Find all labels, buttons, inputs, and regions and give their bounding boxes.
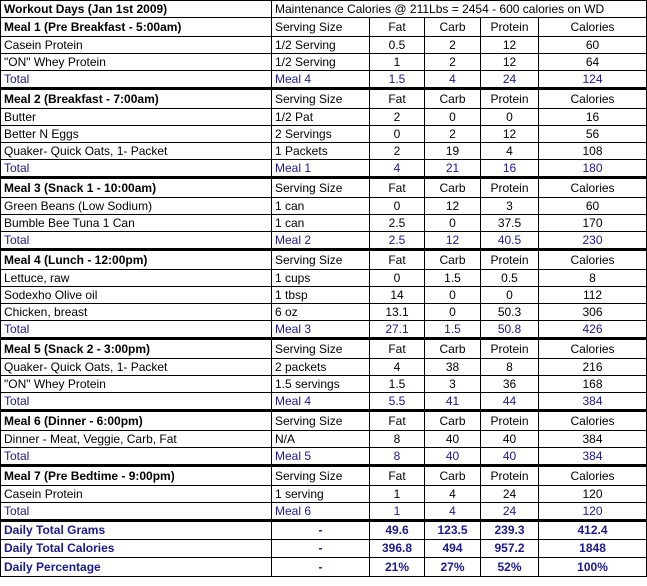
total-fat[interactable]: 4 [370, 160, 425, 178]
food-row [1, 287, 647, 304]
food-name[interactable]: Casein Protein [1, 486, 272, 503]
daily-summary-row [1, 521, 647, 540]
maintenance-note[interactable]: Maintenance Calories @ 211Lbs = 2454 - 600 calories on WD [272, 1, 647, 18]
food-calories[interactable]: 306 [539, 304, 647, 321]
food-name[interactable]: Sodexho Olive oil [1, 287, 272, 304]
meal-total-row [1, 321, 647, 339]
food-name[interactable]: "ON" Whey Protein [1, 376, 272, 393]
title-row [1, 1, 647, 18]
col-protein-header[interactable]: Protein [481, 250, 539, 270]
summary-protein[interactable]: 957.2 [481, 540, 539, 558]
col-protein-header[interactable]: Protein [481, 18, 539, 37]
food-fat[interactable]: 1 [370, 54, 425, 71]
food-calories[interactable]: 64 [539, 54, 647, 71]
food-fat[interactable]: 0 [370, 198, 425, 215]
col-calories-header[interactable]: Calories [539, 339, 647, 359]
food-carb[interactable]: 0 [425, 304, 481, 321]
total-fat[interactable]: 27.1 [370, 321, 425, 339]
col-calories-header[interactable]: Calories [539, 466, 647, 486]
total-protein[interactable]: 16 [481, 160, 539, 178]
food-row [1, 486, 647, 503]
col-fat-header[interactable]: Fat [370, 339, 425, 359]
total-label[interactable]: Total [1, 321, 272, 339]
food-name[interactable]: Quaker- Quick Oats, 1- Packet [1, 359, 272, 376]
food-serving[interactable]: 1 serving [272, 486, 370, 503]
meal-total-row [1, 393, 647, 411]
food-carb[interactable]: 0 [425, 215, 481, 232]
food-calories[interactable]: 216 [539, 359, 647, 376]
food-serving[interactable]: 1.5 servings [272, 376, 370, 393]
total-carb[interactable]: 1.5 [425, 321, 481, 339]
food-name[interactable]: Better N Eggs [1, 126, 272, 143]
total-carb[interactable]: 40 [425, 448, 481, 466]
total-calories[interactable]: 124 [539, 71, 647, 89]
food-serving[interactable]: 1 tbsp [272, 287, 370, 304]
col-fat-header[interactable]: Fat [370, 466, 425, 486]
food-serving[interactable]: 1/2 Pat [272, 109, 370, 126]
food-calories[interactable]: 56 [539, 126, 647, 143]
food-protein[interactable]: 37.5 [481, 215, 539, 232]
food-row [1, 126, 647, 143]
food-fat[interactable]: 8 [370, 431, 425, 448]
food-fat[interactable]: 13.1 [370, 304, 425, 321]
meal-header-row [1, 18, 647, 37]
summary-protein[interactable]: 239.3 [481, 521, 539, 540]
food-name[interactable]: Chicken, breast [1, 304, 272, 321]
total-label[interactable]: Total [1, 393, 272, 411]
col-serving-header[interactable]: Serving Size [272, 178, 370, 198]
total-protein[interactable]: 44 [481, 393, 539, 411]
food-protein[interactable]: 24 [481, 486, 539, 503]
total-meal-ref[interactable]: Meal 1 [272, 160, 370, 178]
food-serving[interactable]: 1/2 Serving [272, 37, 370, 54]
food-calories[interactable]: 168 [539, 376, 647, 393]
food-calories[interactable]: 60 [539, 198, 647, 215]
food-fat[interactable]: 1 [370, 486, 425, 503]
food-serving[interactable]: 6 oz [272, 304, 370, 321]
total-protein[interactable]: 40.5 [481, 232, 539, 250]
food-protein[interactable]: 12 [481, 54, 539, 71]
col-serving-header[interactable]: Serving Size [272, 89, 370, 109]
food-carb[interactable]: 38 [425, 359, 481, 376]
food-protein[interactable]: 0 [481, 109, 539, 126]
food-row [1, 359, 647, 376]
food-row [1, 215, 647, 232]
food-carb[interactable]: 2 [425, 37, 481, 54]
food-calories[interactable]: 112 [539, 287, 647, 304]
total-calories[interactable]: 230 [539, 232, 647, 250]
total-meal-ref[interactable]: Meal 2 [272, 232, 370, 250]
food-carb[interactable]: 3 [425, 376, 481, 393]
food-fat[interactable]: 2 [370, 109, 425, 126]
total-calories[interactable]: 384 [539, 448, 647, 466]
col-calories-header[interactable]: Calories [539, 89, 647, 109]
food-fat[interactable]: 14 [370, 287, 425, 304]
col-calories-header[interactable]: Calories [539, 18, 647, 37]
food-serving[interactable]: 1 can [272, 198, 370, 215]
total-fat[interactable]: 1 [370, 503, 425, 521]
total-label[interactable]: Total [1, 232, 272, 250]
food-name[interactable]: "ON" Whey Protein [1, 54, 272, 71]
col-serving-header[interactable]: Serving Size [272, 250, 370, 270]
col-carb-header[interactable]: Carb [425, 89, 481, 109]
food-protein[interactable]: 40 [481, 431, 539, 448]
col-fat-header[interactable]: Fat [370, 250, 425, 270]
total-calories[interactable]: 384 [539, 393, 647, 411]
total-fat[interactable]: 5.5 [370, 393, 425, 411]
food-calories[interactable]: 8 [539, 270, 647, 287]
food-serving[interactable]: 2 packets [272, 359, 370, 376]
summary-serving[interactable]: - [272, 558, 370, 577]
total-protein[interactable]: 50.8 [481, 321, 539, 339]
food-name[interactable]: Lettuce, raw [1, 270, 272, 287]
food-name[interactable]: Dinner - Meat, Veggie, Carb, Fat [1, 431, 272, 448]
summary-fat[interactable]: 49.6 [370, 521, 425, 540]
meal-total-row [1, 71, 647, 89]
meal-title[interactable]: Meal 5 (Snack 2 - 3:00pm) [1, 339, 272, 359]
food-protein[interactable]: 50.3 [481, 304, 539, 321]
daily-summary-row [1, 558, 647, 577]
summary-carb[interactable]: 123.5 [425, 521, 481, 540]
total-label[interactable]: Total [1, 448, 272, 466]
col-fat-header[interactable]: Fat [370, 89, 425, 109]
food-fat[interactable]: 2 [370, 143, 425, 160]
total-calories[interactable]: 426 [539, 321, 647, 339]
col-serving-header[interactable]: Serving Size [272, 18, 370, 37]
total-fat[interactable]: 1.5 [370, 71, 425, 89]
food-name[interactable]: Butter [1, 109, 272, 126]
total-label[interactable]: Total [1, 503, 272, 521]
meal-title[interactable]: Meal 7 (Pre Bedtime - 9:00pm) [1, 466, 272, 486]
summary-fat[interactable]: 396.8 [370, 540, 425, 558]
food-calories[interactable]: 108 [539, 143, 647, 160]
col-calories-header[interactable]: Calories [539, 250, 647, 270]
food-carb[interactable]: 2 [425, 54, 481, 71]
food-protein[interactable]: 0 [481, 287, 539, 304]
meal-title[interactable]: Meal 3 (Snack 1 - 10:00am) [1, 178, 272, 198]
total-meal-ref[interactable]: Meal 3 [272, 321, 370, 339]
food-carb[interactable]: 40 [425, 431, 481, 448]
meal-total-row [1, 160, 647, 178]
food-row [1, 270, 647, 287]
food-carb[interactable]: 19 [425, 143, 481, 160]
food-fat[interactable]: 1.5 [370, 376, 425, 393]
meal-header-row [1, 250, 647, 270]
food-carb[interactable]: 2 [425, 126, 481, 143]
food-name[interactable]: Green Beans (Low Sodium) [1, 198, 272, 215]
daily-summary-row [1, 540, 647, 558]
food-row [1, 198, 647, 215]
food-calories[interactable]: 16 [539, 109, 647, 126]
total-meal-ref[interactable]: Meal 5 [272, 448, 370, 466]
col-carb-header[interactable]: Carb [425, 178, 481, 198]
col-carb-header[interactable]: Carb [425, 411, 481, 431]
total-calories[interactable]: 120 [539, 503, 647, 521]
food-serving[interactable]: 1 can [272, 215, 370, 232]
food-protein[interactable]: 4 [481, 143, 539, 160]
food-carb[interactable]: 12 [425, 198, 481, 215]
total-calories[interactable]: 180 [539, 160, 647, 178]
food-row [1, 143, 647, 160]
summary-label[interactable]: Daily Percentage [1, 558, 272, 577]
food-carb[interactable]: 0 [425, 287, 481, 304]
food-fat[interactable]: 4 [370, 359, 425, 376]
total-carb[interactable]: 41 [425, 393, 481, 411]
total-meal-ref[interactable]: Meal 4 [272, 71, 370, 89]
col-calories-header[interactable]: Calories [539, 178, 647, 198]
summary-carb[interactable]: 494 [425, 540, 481, 558]
food-protein[interactable]: 36 [481, 376, 539, 393]
food-name[interactable]: Casein Protein [1, 37, 272, 54]
col-carb-header[interactable]: Carb [425, 250, 481, 270]
col-fat-header[interactable]: Fat [370, 18, 425, 37]
meal-total-row [1, 503, 647, 521]
food-fat[interactable]: 0.5 [370, 37, 425, 54]
summary-label[interactable]: Daily Total Calories [1, 540, 272, 558]
food-name[interactable]: Quaker- Quick Oats, 1- Packet [1, 143, 272, 160]
meal-total-row [1, 232, 647, 250]
food-protein[interactable]: 12 [481, 126, 539, 143]
meal-header-row [1, 466, 647, 486]
food-carb[interactable]: 1.5 [425, 270, 481, 287]
total-carb[interactable]: 4 [425, 503, 481, 521]
food-calories[interactable]: 60 [539, 37, 647, 54]
food-protein[interactable]: 12 [481, 37, 539, 54]
col-protein-header[interactable]: Protein [481, 178, 539, 198]
summary-fat[interactable]: 21% [370, 558, 425, 577]
food-serving[interactable]: N/A [272, 431, 370, 448]
summary-serving[interactable]: - [272, 540, 370, 558]
total-label[interactable]: Total [1, 160, 272, 178]
total-meal-ref[interactable]: Meal 4 [272, 393, 370, 411]
food-calories[interactable]: 120 [539, 486, 647, 503]
food-fat[interactable]: 0 [370, 270, 425, 287]
food-carb[interactable]: 0 [425, 109, 481, 126]
meal-title[interactable]: Meal 6 (Dinner - 6:00pm) [1, 411, 272, 431]
food-carb[interactable]: 4 [425, 486, 481, 503]
food-protein[interactable]: 8 [481, 359, 539, 376]
col-calories-header[interactable]: Calories [539, 411, 647, 431]
food-protein[interactable]: 3 [481, 198, 539, 215]
meal-header-row [1, 89, 647, 109]
col-protein-header[interactable]: Protein [481, 339, 539, 359]
col-serving-header[interactable]: Serving Size [272, 411, 370, 431]
col-serving-header[interactable]: Serving Size [272, 339, 370, 359]
food-row [1, 54, 647, 71]
meal-total-row [1, 448, 647, 466]
total-carb[interactable]: 12 [425, 232, 481, 250]
col-carb-header[interactable]: Carb [425, 18, 481, 37]
food-calories[interactable]: 384 [539, 431, 647, 448]
summary-serving[interactable]: - [272, 521, 370, 540]
col-serving-header[interactable]: Serving Size [272, 466, 370, 486]
meal-title[interactable]: Meal 4 (Lunch - 12:00pm) [1, 250, 272, 270]
total-fat[interactable]: 2.5 [370, 232, 425, 250]
food-protein[interactable]: 0.5 [481, 270, 539, 287]
summary-calories[interactable]: 100% [539, 558, 647, 577]
food-fat[interactable]: 2.5 [370, 215, 425, 232]
meal-header-row [1, 411, 647, 431]
food-row [1, 304, 647, 321]
summary-carb[interactable]: 27% [425, 558, 481, 577]
total-protein[interactable]: 40 [481, 448, 539, 466]
food-name[interactable]: Bumble Bee Tuna 1 Can [1, 215, 272, 232]
summary-label[interactable]: Daily Total Grams [1, 521, 272, 540]
meal-title[interactable]: Meal 2 (Breakfast - 7:00am) [1, 89, 272, 109]
col-protein-header[interactable]: Protein [481, 411, 539, 431]
food-serving[interactable]: 1 Packets [272, 143, 370, 160]
food-serving[interactable]: 1/2 Serving [272, 54, 370, 71]
food-row [1, 37, 647, 54]
sheet-body [1, 1, 647, 577]
col-carb-header[interactable]: Carb [425, 466, 481, 486]
summary-protein[interactable]: 52% [481, 558, 539, 577]
food-row [1, 376, 647, 393]
food-fat[interactable]: 0 [370, 126, 425, 143]
food-row [1, 431, 647, 448]
meal-header-row [1, 178, 647, 198]
summary-calories[interactable]: 1848 [539, 540, 647, 558]
summary-calories[interactable]: 412.4 [539, 521, 647, 540]
food-serving[interactable]: 2 Servings [272, 126, 370, 143]
total-fat[interactable]: 8 [370, 448, 425, 466]
food-calories[interactable]: 170 [539, 215, 647, 232]
total-protein[interactable]: 24 [481, 71, 539, 89]
food-row [1, 109, 647, 126]
sheet-title[interactable]: Workout Days (Jan 1st 2009) [1, 1, 272, 18]
total-protein[interactable]: 24 [481, 503, 539, 521]
food-serving[interactable]: 1 cups [272, 270, 370, 287]
meal-header-row [1, 339, 647, 359]
total-meal-ref[interactable]: Meal 6 [272, 503, 370, 521]
col-protein-header[interactable]: Protein [481, 466, 539, 486]
total-label[interactable]: Total [1, 71, 272, 89]
col-fat-header[interactable]: Fat [370, 178, 425, 198]
col-protein-header[interactable]: Protein [481, 89, 539, 109]
col-carb-header[interactable]: Carb [425, 339, 481, 359]
total-carb[interactable]: 4 [425, 71, 481, 89]
total-carb[interactable]: 21 [425, 160, 481, 178]
meal-title[interactable]: Meal 1 (Pre Breakfast - 5:00am) [1, 18, 272, 37]
col-fat-header[interactable]: Fat [370, 411, 425, 431]
